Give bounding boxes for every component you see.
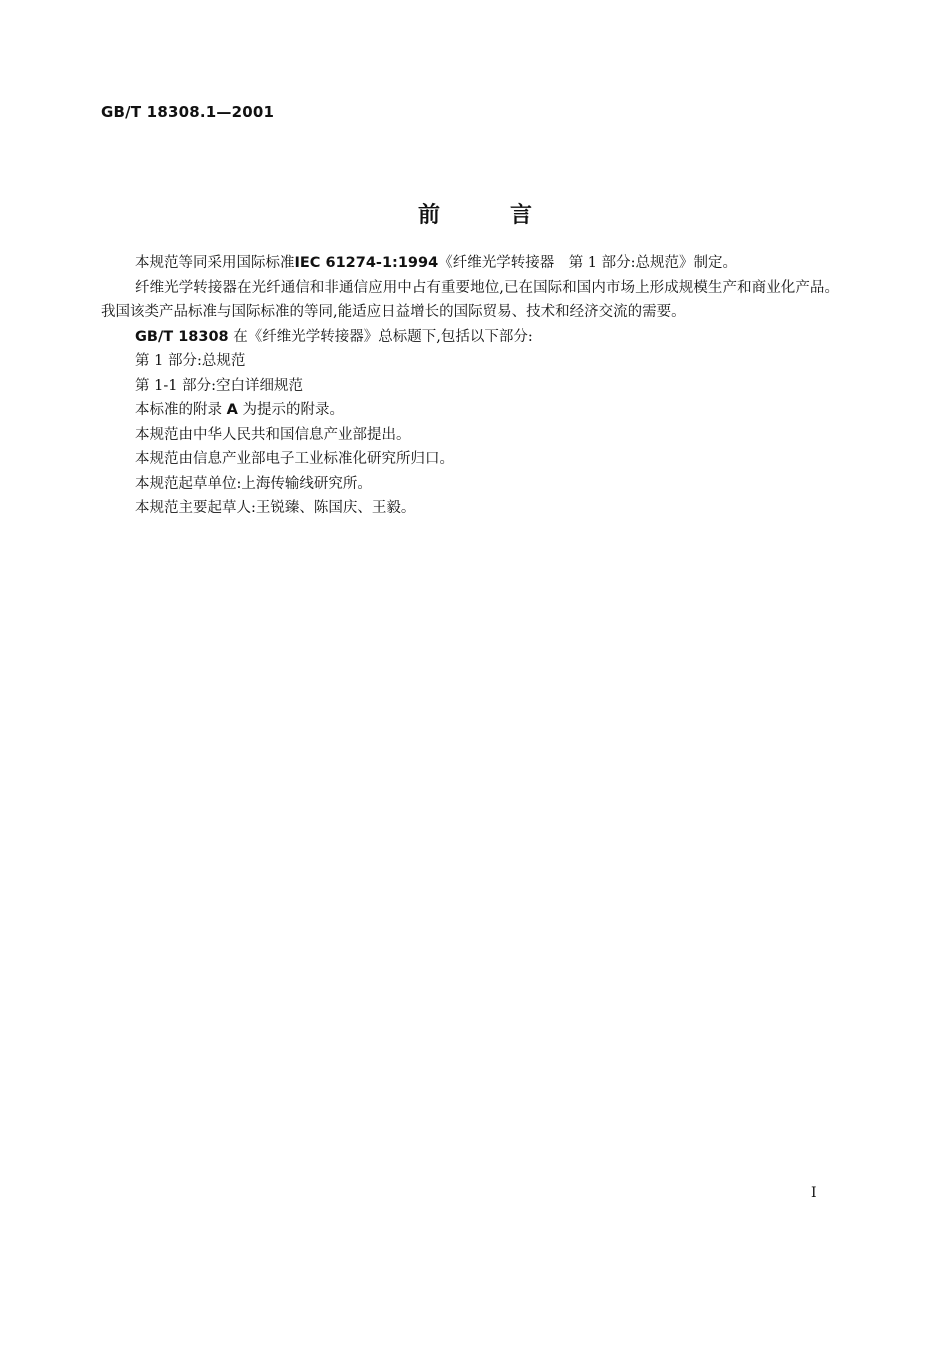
series-reference: GB/T 18308 (135, 328, 229, 345)
paragraph-series-post: 在《纤维光学转接器》总标题下,包括以下部分: (228, 328, 533, 345)
paragraph-series (101, 325, 839, 350)
paragraph-adoption-post: 《纤维光学转接器 第 1 部分:总规范》制定。 (438, 255, 738, 271)
paragraph-annex (101, 398, 839, 423)
foreword-body (101, 251, 839, 521)
page-title: 前言 (417, 203, 602, 228)
part-1-1-item: 第 1-1 部分:空白详细规范 (135, 377, 303, 394)
paragraph-annex-post: 为提示的附录。 (237, 402, 344, 418)
iec-reference: IEC 61274-1:1994 (294, 255, 439, 271)
paragraph-adoption-pre: 本规范等同采用国际标准 (135, 255, 295, 271)
paragraph-adoption (101, 251, 839, 276)
page-number: I (811, 1185, 817, 1201)
paragraph-drafters: 本规范主要起草人:王锐臻、陈国庆、王毅。 (135, 500, 416, 516)
annex-letter: A (226, 402, 238, 418)
paragraph-importance: 纤维光学转接器在光纤通信和非通信应用中占有重要地位,已在国际和国内市场上形成规模生产和商业化产品。我国该类产品标准与国际标准的等同,能适应日益增长的国际贸易、技术和经济交流的需要。 (101, 279, 839, 320)
paragraph-technical-committee: 本规范由信息产业部电子工业标准化研究所归口。 (135, 451, 454, 467)
paragraph-proposer: 本规范由中华人民共和国信息产业部提出。 (135, 426, 411, 443)
paragraph-annex-pre: 本标准的附录 (135, 402, 227, 418)
standard-number: GB/T 18308.1—2001 (101, 103, 275, 121)
part-1-item: 第 1 部分:总规范 (135, 353, 246, 369)
paragraph-drafting-unit: 本规范起草单位:上海传输线研究所。 (135, 475, 372, 492)
